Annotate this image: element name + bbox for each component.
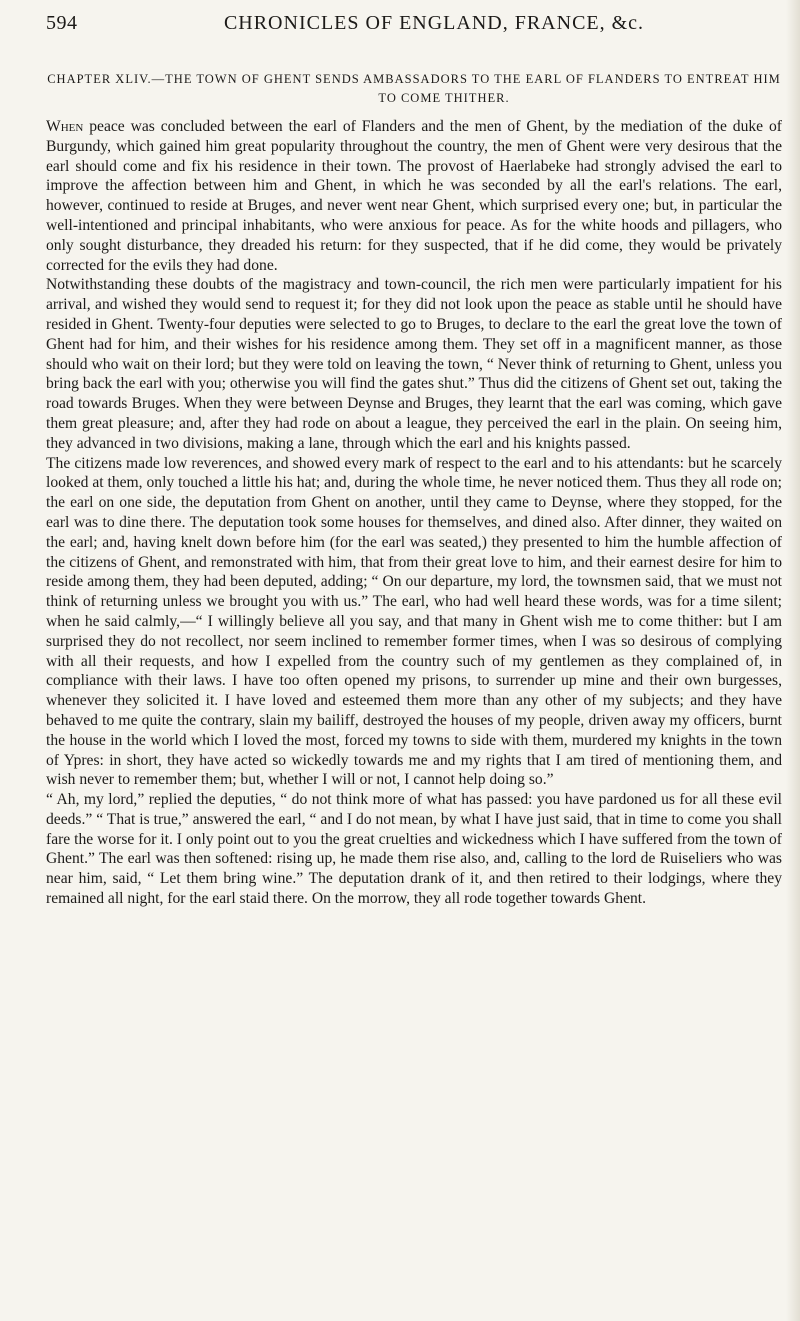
page-number: 594 [46,12,78,34]
running-head [46,12,782,40]
paragraph: Notwithstanding these doubts of the magistracy and town-council, the rich men were particularly impatient for his arrival, and wished they would send to request it; for they did not look upon the peace as stable until he should have resided in Ghent. Twenty-four deputies were selected to go to Bruges, to declare to the earl the great love the town of Ghent had for him, and their wishes for his residence among them. They set off in a magnificent manner, as those should who wait on their lord; but they were told on leaving the town, “ Never think of returning to Ghent, unless you bring back the earl with you; otherwise you will find the gates shut.” Thus did the citizens of Ghent set out, taking the road towards Bruges. When they were between Deynse and Bruges, they learnt that the earl was coming, which gave them great pleasure; and, after they had rode on about a league, they perceived the earl in the plain. On seeing him, they advanced in two divisions, making a lane, through which the earl and his knights passed. [46,276,782,452]
paragraph-text: peace was concluded between the earl of Flanders and the men of Ghent, by the mediation of the duke of Burgundy, which gained him great popularity throughout the country, the men of Ghent were very desirous that the earl should come and fix his residence in their town. The provost of Haerlabeke had strongly advised the earl to improve the affection between him and Ghent, in which he was seconded by all the earl's relations. The earl, however, continued to reside at Bruges, and never went near Ghent, which surprised every one; but, in particular the well-intentioned and principal inhabitants, who were anxious for peace. As for the white hoods and pillagers, who only sought disturbance, they dreaded his return: for they suspected, that if he did come, they would be privately corrected for the evils they had done. [46,118,782,274]
chapter-heading: CHAPTER XLIV.—THE TOWN OF GHENT SENDS AMBASSADORS TO THE EARL OF FLANDERS TO ENTREAT HIM TO COME THITHER. [47,72,781,105]
paragraph [46,117,782,275]
paragraph: “ Ah, my lord,” replied the deputies, “ do not think more of what has passed: you have pardoned us for all these evil deeds.” “ That is true,” answered the earl, “ and I do not mean, by what I have just said, that in time to come you shall fare the worse for it. I only point out to you the great cruelties and wickedness which I have suffered from the town of Ghent.” The earl was then softened: rising up, he made them rise also, and, calling to the lord de Ruiseliers who was near him, said, “ Let them bring wine.” The deputation drank of it, and then retired to their lodgings, where they remained all night, for the earl staid there. On the morrow, they all rode together towards Ghent. [46,791,782,908]
running-title: CHRONICLES OF ENGLAND, FRANCE, &c. [223,12,645,34]
paragraph-lead-word: When [46,118,84,135]
chapter-body [46,117,782,909]
page-edge-shadow [786,0,800,1321]
paragraph: The citizens made low reverences, and showed every mark of respect to the earl and to his attendants: but he scarcely looked at them, only touched a little his hat; and, during the whole time, he never noticed them. Thus they all rode on; the earl on one side, the deputation from Ghent on another, until they came to Deynse, where they stopped, for the earl was to dine there. The deputation took some houses for themselves, and dined also. After dinner, they waited on the earl; and, having knelt down before him (for the earl was seated,) they presented to him the humble affection of the citizens of Ghent, and remonstrated with him, that from their great love to him, and their earnest desire for him to reside among them, they had been deputed, adding; “ On our departure, my lord, the townsmen said, that we must not think of returning unless we brought you with us.” The earl, who had well heard these words, was for a time silent; when he said calmly,—“ I willingly believe all you say, and that many in Ghent wish me to come thither: but I am surprised they do not recollect, nor seem inclined to remember former times, when I was so desirous of complying with all their requests, and how I expelled from the country such of my gentlemen as they complained of, in compliance with their laws. I have too often opened my prisons, to surrender up mine and their own burgesses, whenever they solicited it. I have loved and esteemed them more than any other of my subjects; and they have behaved to me quite the contrary, slain my bailiff, destroyed the houses of my people, driven away my officers, burnt the house in the world which I loved the most, forced my towns to side with them, murdered my knights in the town of Ypres: in short, they have acted so wickedly towards me and my rights that I am tired of mentioning them, and wish never to remember them; but, whether I will or not, I cannot help doing so.” [46,454,782,789]
